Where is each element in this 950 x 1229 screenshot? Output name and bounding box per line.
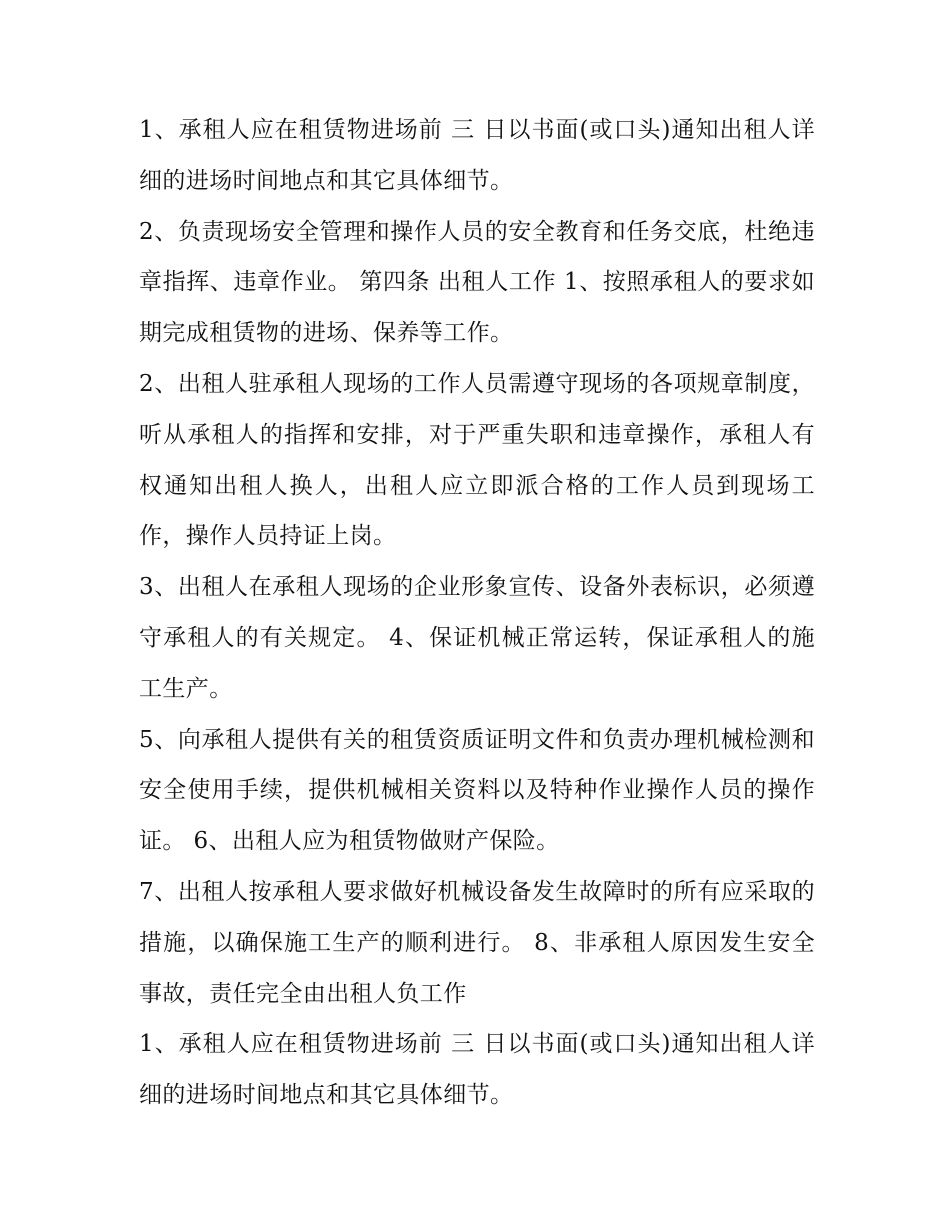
paragraph-2: 2、负责现场安全管理和操作人员的安全教育和任务交底，杜绝违章指挥、违章作业。 第四条 出租人工作 1、按照承租人的要求如期完成租赁物的进场、保养等工作。 [139, 218, 815, 347]
paragraph-6: 7、出租人按承租人要求做好机械设备发生故障时的所有应采取的措施，以确保施工生产的顺利进行。 8、非承租人原因发生安全事故，责任完全由出租人负工作 [139, 878, 815, 1007]
paragraph-4: 3、出租人在承租人现场的企业形象宣传、设备外表标识，必须遵守承租人的有关规定。 4、保证机械正常运转，保证承租人的施工生产。 [139, 574, 815, 702]
paragraph-1: 1、承租人应在租赁物进场前 三 日以书面(或口头)通知出租人详细的进场时间地点和其它具体细节。 [139, 117, 815, 194]
paragraph-5: 5、向承租人提供有关的租赁资质证明文件和负责办理机械检测和安全使用手续，提供机械相关资料以及特种作业操作人员的操作证。 6、出租人应为租赁物做财产保险。 [139, 726, 815, 855]
paragraph-3: 2、出租人驻承租人现场的工作人员需遵守现场的各项规章制度，听从承租人的指挥和安排，对于严重失职和违章操作，承租人有权通知出租人换人，出租人应立即派合格的工作人员到现场工作，操作人员持证上岗。 [139, 370, 815, 550]
paragraph-7: 1、承租人应在租赁物进场前 三 日以书面(或口头)通知出租人详细的进场时间地点和其它具体细节。 [139, 1031, 815, 1109]
document-body [139, 105, 815, 1121]
